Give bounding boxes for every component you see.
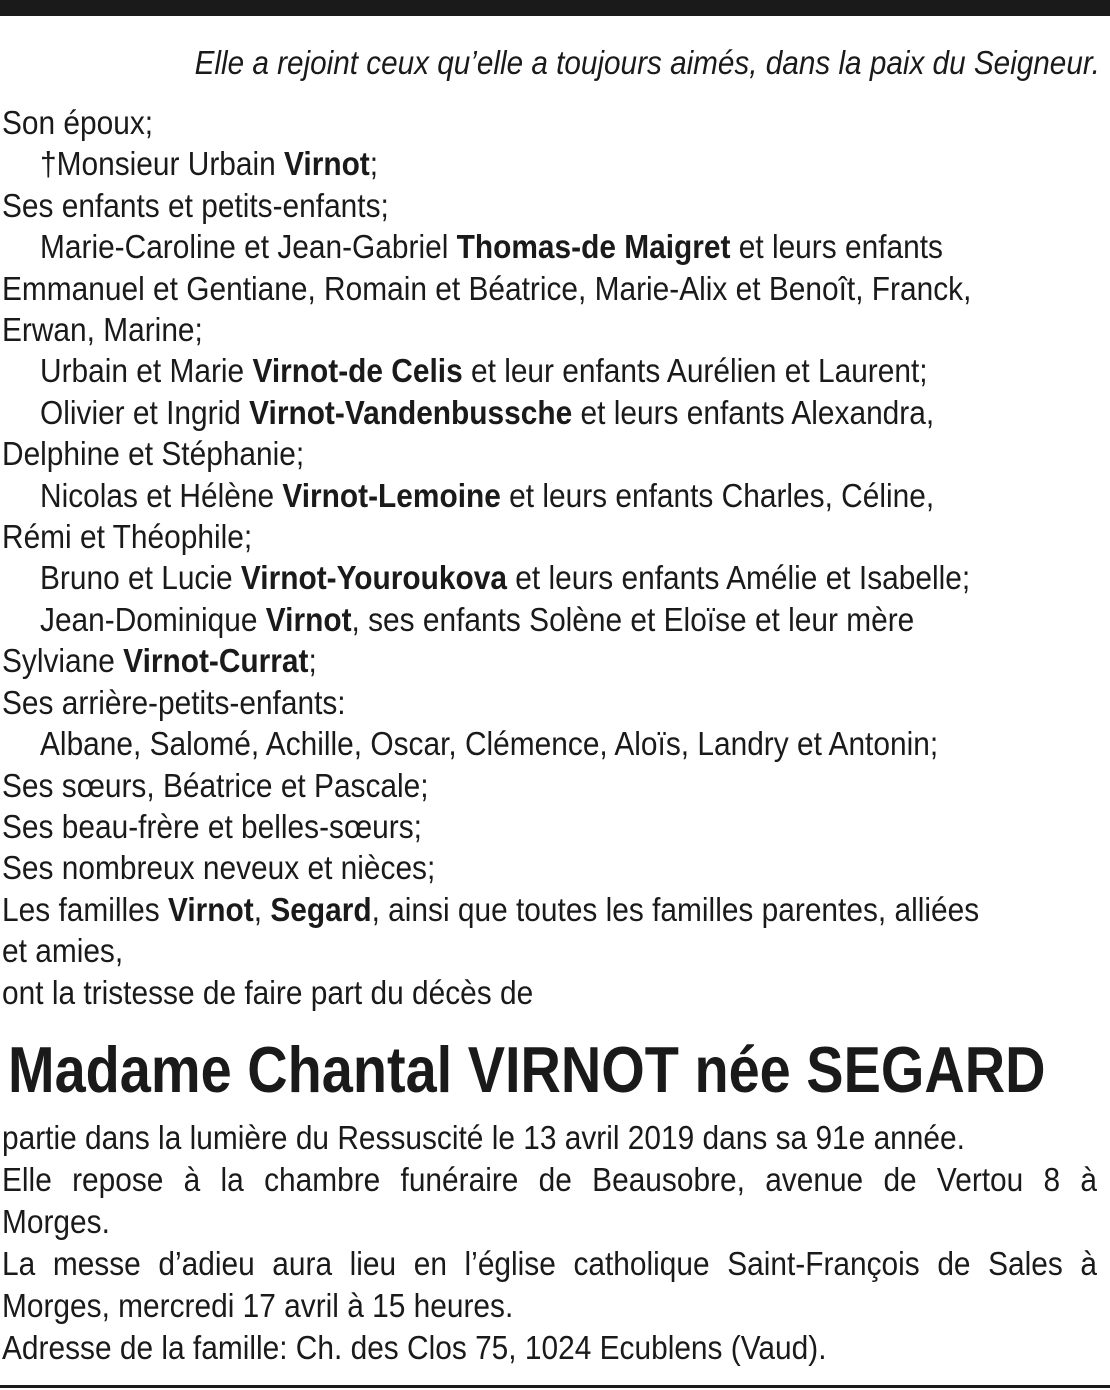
line-family-lemoine: Nicolas et Hélène Virnot-Lemoine et leurs enfants Charles, Céline,	[40, 476, 935, 514]
line-great-grandchildren-heading: Ses arrière-petits-enfants:	[2, 683, 346, 721]
line-family-vandenbussche-cont: Delphine et Stéphanie;	[2, 435, 305, 473]
mourners-list	[2, 102, 1097, 1013]
line-family-thomas: Marie-Caroline et Jean-Gabriel Thomas-de Maigret et leurs enfants	[40, 228, 943, 266]
line-family-jean-dominique: Jean-Dominique Virnot, ses enfants Solène et Eloïse et leur mère	[40, 600, 915, 638]
deceased-name: Madame Chantal VIRNOT née SEGARD	[8, 1033, 1046, 1106]
line-family-currat: Sylviane Virnot-Currat;	[2, 642, 317, 680]
line-family-youroukova: Bruno et Lucie Virnot-Youroukova et leurs enfants Amélie et Isabelle;	[40, 559, 971, 597]
funeral-details	[2, 1117, 1097, 1369]
line-family-thomas-cont1: Emmanuel et Gentiane, Romain et Béatrice, Marie-Alix et Benoît, Franck,	[2, 269, 972, 307]
line-family-lemoine-cont: Rémi et Théophile;	[2, 518, 253, 556]
line-sisters: Ses sœurs, Béatrice et Pascale;	[2, 766, 429, 804]
line-great-grandchildren: Albane, Salomé, Achille, Oscar, Clémence, Aloïs, Landry et Antonin;	[40, 725, 939, 763]
line-family-thomas-cont2: Erwan, Marine;	[2, 311, 203, 349]
line-family-address: Adresse de la famille: Ch. des Clos 75, 1024 Ecublens (Vaud).	[2, 1329, 827, 1366]
line-spouse-heading: Son époux;	[2, 104, 154, 141]
line-announcement: ont la tristesse de faire part du décès de	[2, 973, 534, 1011]
line-resting-place-cont: Morges.	[2, 1203, 110, 1240]
line-in-laws: Ses beau-frère et belles-sœurs;	[2, 807, 422, 845]
line-mass: La messe d’adieu aura lieu en l’église catholique Saint-François de Sales à	[2, 1245, 1098, 1282]
line-nephews-nieces: Ses nombreux neveux et nièces;	[2, 849, 436, 887]
epigraph: Elle a rejoint ceux qu’elle a toujours aimés, dans la paix du Seigneur.	[194, 44, 1100, 81]
line-resting-place: Elle repose à la chambre funéraire de Beausobre, avenue de Vertou 8 à	[2, 1161, 1098, 1198]
line-passing: partie dans la lumière du Ressuscité le 13 avril 2019 dans sa 91e année.	[2, 1119, 965, 1156]
line-mass-cont: Morges, mercredi 17 avril à 15 heures.	[2, 1287, 514, 1324]
bottom-rule	[0, 1385, 1110, 1388]
line-family-celis: Urbain et Marie Virnot-de Celis et leur enfants Aurélien et Laurent;	[40, 352, 928, 390]
line-family-vandenbussche: Olivier et Ingrid Virnot-Vandenbussche et leurs enfants Alexandra,	[40, 393, 935, 431]
line-friends: et amies,	[2, 932, 124, 970]
line-children-heading: Ses enfants et petits-enfants;	[2, 186, 389, 224]
top-rule	[0, 0, 1110, 16]
line-families: Les familles Virnot, Segard, ainsi que toutes les familles parentes, alliées	[2, 890, 980, 928]
line-spouse: †Monsieur Urbain Virnot;	[40, 145, 379, 183]
